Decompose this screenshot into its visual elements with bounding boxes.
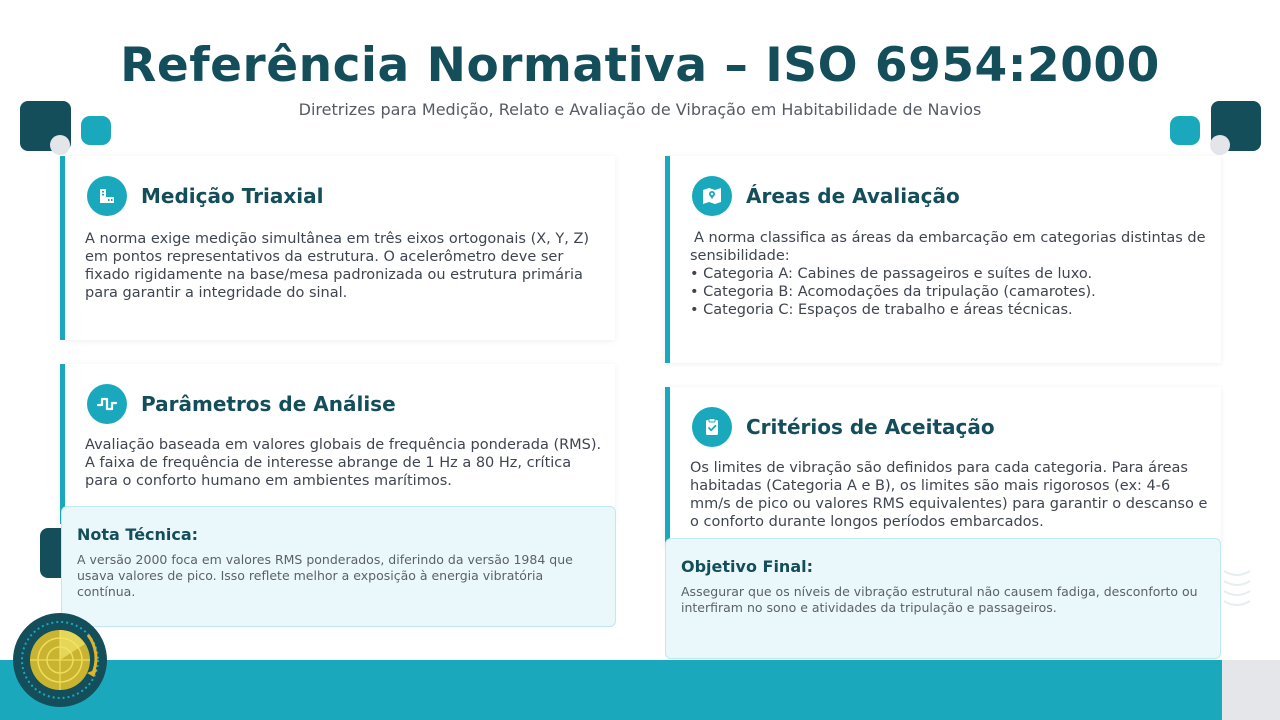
footer-band (0, 660, 1222, 720)
card-text: A norma exige medição simultânea em três eixos ortogonais (X, Y, Z) em pontos representativos da estrutura. O acelerômetro deve ser fixado rigidamente na base/mesa padronizada ou estrutura primária para garantir a integridade do sinal. (85, 231, 590, 301)
note-tecnica (61, 506, 616, 627)
card-header (692, 176, 960, 216)
card-header (87, 176, 323, 216)
list-item: • Categoria C: Espaços de trabalho e áreas técnicas. (690, 302, 1073, 318)
card-title: Áreas de Avaliação (746, 184, 960, 208)
page-title: Referência Normativa – ISO 6954:2000 (120, 38, 1160, 93)
list-item: • Categoria B: Acomodações da tripulação (camarotes). (690, 284, 1096, 300)
map-icon (692, 176, 732, 216)
card-text: Avaliação baseada em valores globais de frequência ponderada (RMS). A faixa de frequência de interesse abrange de 1 Hz a 80 Hz, crítica para o conforto humano em ambientes marítimos. (85, 437, 602, 489)
page-subtitle: Diretrizes para Medição, Relato e Avaliação de Vibração em Habitabilidade de Navios (298, 100, 982, 119)
card-parametros-analise (60, 364, 615, 524)
card-areas-avaliacao (665, 156, 1221, 363)
note-text: A versão 2000 foca em valores RMS ponderados, diferindo da versão 1984 que usava valores de pico. Isso reflete melhor a exposição à energia vibratória contínua. (77, 552, 573, 599)
note-text: Assegurar que os níveis de vibração estrutural não causem fadiga, desconforto ou interfiram no sono e atividades da tripulação e passageiros. (681, 584, 1198, 615)
decor-square-teal-right (1170, 116, 1200, 145)
wave-decoration-icon (1222, 565, 1252, 609)
areas-intro: A norma classifica as áreas da embarcação em categorias distintas de sensibilidade: (690, 230, 1206, 264)
card-medicao-triaxial (60, 156, 615, 340)
decor-dot-left (50, 135, 70, 155)
clipboard-check-icon (692, 407, 732, 447)
decor-dot-right (1210, 135, 1230, 155)
card-title: Critérios de Aceitação (746, 415, 995, 439)
decor-square-teal-left (81, 116, 111, 145)
note-objetivo-final (665, 538, 1221, 659)
card-text: Os limites de vibração são definidos para cada categoria. Para áreas habitadas (Categoria A e B), os limites são mais rigorosos (ex: 4-6 mm/s de pico ou valores RMS equivalentes) para garantir o descanso e o conforto durante longos períodos embarcados. (690, 460, 1208, 530)
ruler-icon (87, 176, 127, 216)
card-criterios-aceitacao (665, 387, 1221, 547)
radar-logo-icon (13, 613, 107, 707)
card-title: Parâmetros de Análise (141, 392, 396, 416)
card-header (692, 407, 995, 447)
card-title: Medição Triaxial (141, 184, 324, 208)
list-item: • Categoria A: Cabines de passageiros e suítes de luxo. (690, 266, 1093, 282)
note-title: Nota Técnica: (77, 525, 199, 544)
card-header (87, 384, 396, 424)
note-title: Objetivo Final: (681, 557, 813, 576)
footer-corner (1222, 660, 1280, 720)
card-text (690, 229, 1209, 319)
wave-signal-icon (87, 384, 127, 424)
